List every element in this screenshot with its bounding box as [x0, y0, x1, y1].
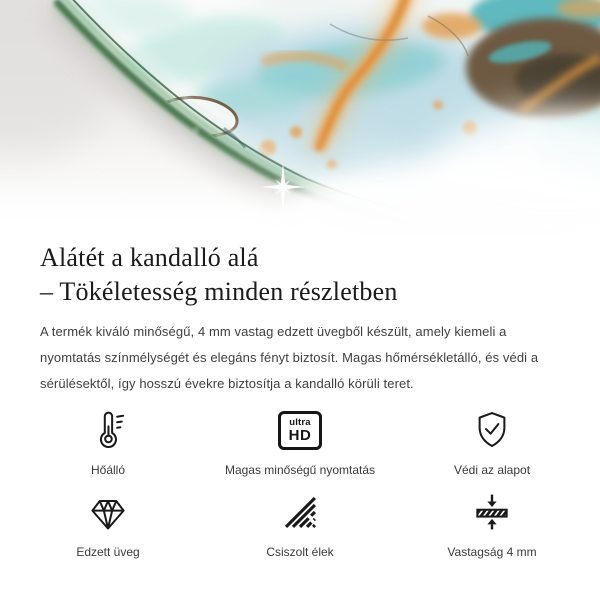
feature-polished-edges: [176, 489, 424, 559]
feature-label: Edzett üveg: [76, 545, 140, 559]
feature-protects-base: [424, 407, 560, 477]
feature-label: Hőálló: [90, 463, 126, 477]
shield-check-icon: [470, 407, 514, 453]
feature-thickness: [424, 489, 560, 559]
feature-label: Védi az alapot: [453, 463, 531, 477]
page-title-line1: Alátét a kandalló alá: [40, 243, 259, 272]
diamond-icon: [85, 489, 131, 535]
glass-mat-image: [0, 0, 600, 237]
product-description-block: [0, 241, 600, 559]
product-photo: [0, 0, 600, 237]
ultra-hd-icon: [278, 407, 322, 453]
feature-label: Vastagság 4 mm: [447, 545, 537, 559]
thickness-icon: [470, 489, 514, 535]
feature-heat-resistant: [40, 407, 176, 477]
polished-edges-icon: [279, 489, 321, 535]
feature-label: Magas minőségű nyomtatás: [224, 463, 376, 477]
thermometer-icon: [86, 407, 130, 453]
feature-grid: [40, 407, 560, 559]
ultra-hd-badge-bottom: HD: [288, 426, 312, 444]
page-title-line2: – Tökéletesség minden részletben: [40, 277, 398, 306]
feature-label: Csiszolt élek: [266, 545, 334, 559]
product-description: A termék kiváló minőségű, 4 mm vastag edzett üvegből készült, amely kiemeli a nyomtatás színmélységét és elegáns fényt biztosít. Magas hőmérsékletálló, és védi a sérülésektől, így hosszú évekre biztosítja a kandalló körüli teret.: [40, 324, 539, 391]
page-title: [40, 241, 560, 309]
feature-tempered-glass: [40, 489, 176, 559]
ultra-hd-badge-top: ultra: [289, 416, 311, 428]
feature-high-quality-print: [176, 407, 424, 477]
